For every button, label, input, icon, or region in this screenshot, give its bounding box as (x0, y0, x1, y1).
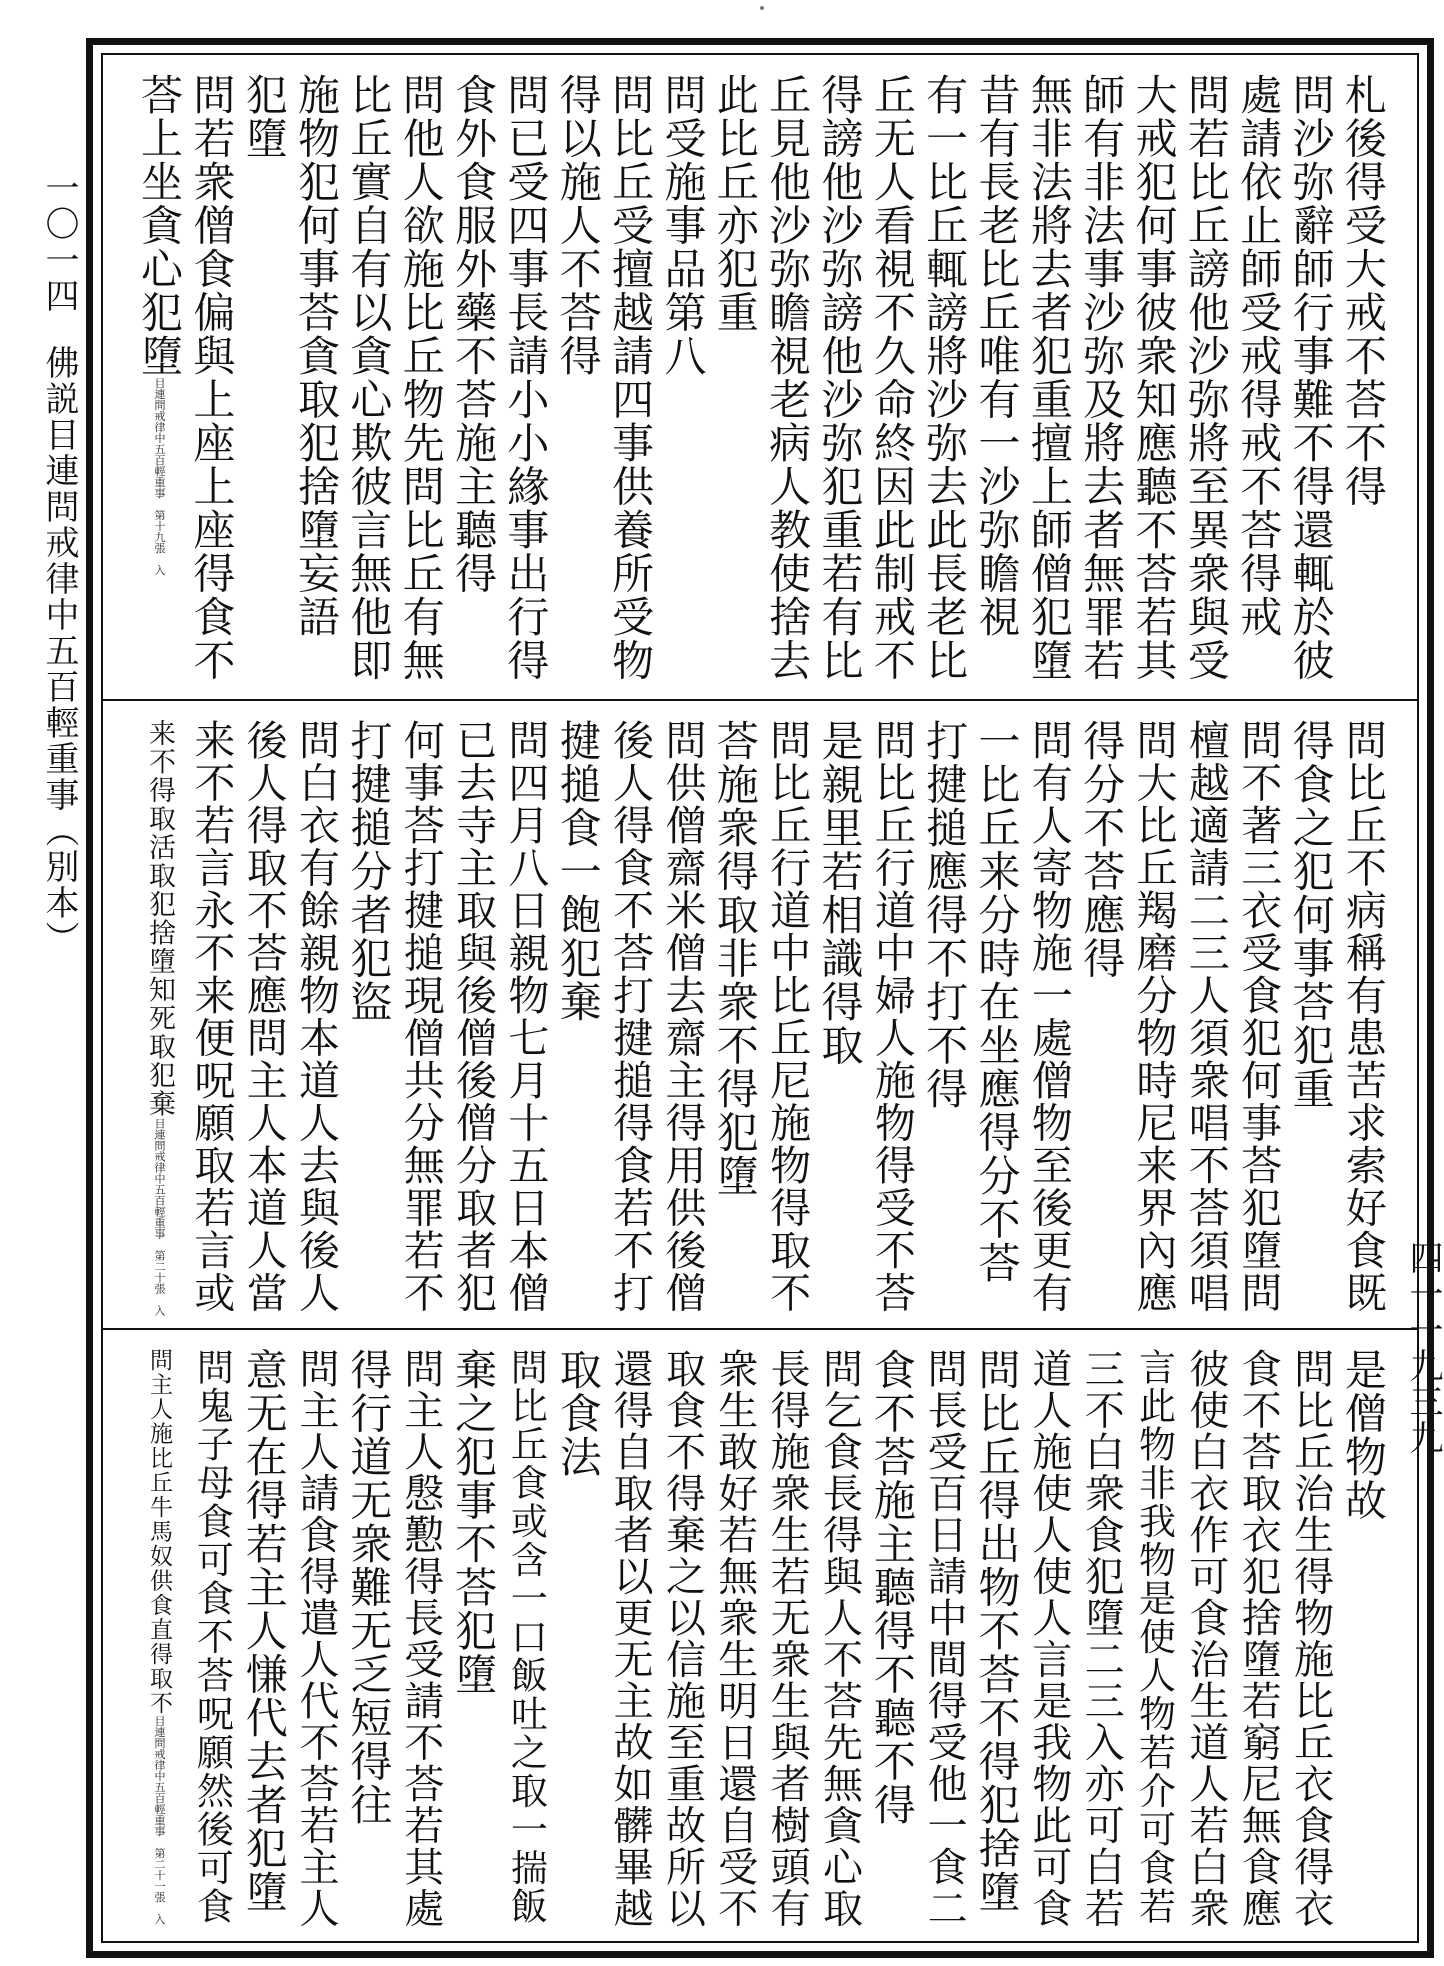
text-column (1128, 1348, 1180, 1929)
column-text: 問比丘得出物不荅不得犯捨墮 (972, 1348, 1022, 1914)
text-column (342, 719, 394, 1316)
column-text: 已去寺主取與後僧後僧分取者犯 (449, 719, 498, 1314)
column-text: 昔有長老比丘唯有一沙弥瞻視 (972, 73, 1022, 639)
column-text: 問沙弥辭師行事難不得還輒於彼 (1286, 73, 1336, 682)
column-text: 問長受百日請中間得受他一食二 (921, 1348, 968, 1929)
column-text: 長得施衆生若无衆生與者樹頭有 (764, 1348, 811, 1929)
column-text: 無非法將去者犯重擅上師僧犯墮 (1024, 73, 1074, 682)
column-text: 来不得取活取犯捨墮知死取犯棄 (144, 719, 175, 1118)
column-text: 荅上坐貪心犯墮 (135, 73, 184, 378)
column-text: 丘見他沙弥瞻視老病人教使捨去 (763, 73, 813, 682)
text-column (290, 1348, 342, 1929)
text-column (1180, 73, 1232, 685)
column-text: 札後得受大戒不荅不得 (1338, 73, 1388, 508)
column-text: 丘无人看視不久命終因此制戒不 (867, 73, 917, 682)
text-column (656, 719, 708, 1316)
text-column (918, 1348, 970, 1929)
text-column (552, 1348, 604, 1929)
text-columns (133, 719, 1389, 1316)
text-column (1023, 719, 1075, 1316)
column-text: 食外食服外藥不荅施主聽得 (449, 73, 499, 595)
text-column (709, 73, 761, 685)
column-text: 三不白衆食犯墮二三入亦可白若 (1078, 1348, 1125, 1929)
folio-note: 目連問戒律中五百輕重事 第二十張 入 (153, 1118, 166, 1316)
panel-top (103, 55, 1417, 697)
column-text: 處請依止師受戒得戒不荅得戒 (1234, 73, 1284, 639)
column-text: 問比丘食或含一口飯吐之取一揣飯 (504, 1348, 548, 1926)
column-text: 取食法 (553, 1348, 603, 1479)
text-column (1128, 719, 1180, 1316)
column-text: 問受施事品第八 (658, 73, 708, 378)
column-text: 意无在得若主人慊代去者犯墮 (239, 1348, 289, 1914)
text-column (447, 1348, 499, 1929)
text-column (761, 73, 813, 685)
column-text: 衆生敢好若無衆生明日還自受不 (711, 1348, 758, 1929)
text-column (1337, 719, 1389, 1316)
left-margin-label (0, 170, 80, 1050)
scripture-title: 佛説目連問戒律中五百輕重事（別本） (39, 344, 79, 957)
text-column (1128, 73, 1180, 685)
column-text: 来不若言永不来便呪願取若言或 (187, 719, 236, 1314)
column-text: 問比丘行道中比丘尼施物得取不 (763, 719, 812, 1314)
column-text: 犯墮 (239, 73, 289, 160)
text-column (1075, 719, 1127, 1316)
column-text: 揵搥食一飽犯棄 (553, 719, 603, 1024)
text-column (656, 1348, 708, 1929)
column-text: 施物犯何事荅貪取犯捨墮妄語 (292, 73, 342, 639)
column-text: 得謗他沙弥謗他沙弥犯重若有比 (815, 73, 865, 682)
column-text: 問乞食長得與人不荅先無貪心取 (816, 1348, 863, 1929)
text-column (918, 719, 970, 1316)
panel-middle (103, 699, 1417, 1328)
text-column (1285, 719, 1337, 1316)
text-column (238, 1348, 290, 1929)
text-column (1180, 719, 1232, 1316)
column-text: 問有人寄物施一處僧物至後更有 (1024, 719, 1073, 1314)
text-column (709, 1348, 761, 1929)
text-column (447, 73, 499, 685)
text-column (1337, 73, 1389, 685)
column-text: 問主人請食得遣人代不荅若主人 (293, 1348, 340, 1929)
text-column (238, 73, 290, 685)
column-text: 此比丘亦犯重 (710, 73, 760, 334)
text-column (1023, 73, 1075, 685)
text-column (499, 73, 551, 685)
text-column (761, 719, 813, 1316)
column-text: 食不荅施主聽得不聽不得 (867, 1348, 917, 1827)
column-text: 問主人施比丘牛馬奴供食直得取不 (146, 1348, 172, 1716)
column-text: 問比丘不病稱有患苦求索好食既 (1338, 719, 1387, 1314)
text-column (499, 1348, 551, 1929)
text-column (1337, 1348, 1389, 1929)
text-column (342, 73, 394, 685)
column-text: 問比丘受擅越請四事供養所受物 (606, 73, 656, 682)
text-column (1075, 1348, 1127, 1929)
column-text: 問若比丘謗他沙弥將至異衆與受 (1181, 73, 1231, 682)
text-column (185, 1348, 237, 1929)
column-text: 何事荅打揵搥現僧共分無罪若不 (396, 719, 445, 1314)
text-column (499, 719, 551, 1316)
column-text: 問他人欲施比丘物先問比丘有無 (396, 73, 446, 682)
text-column (133, 73, 185, 685)
text-column (813, 73, 865, 685)
text-column (1232, 73, 1284, 685)
right-margin-page-number: 四一一九三九 (1403, 1240, 1443, 1456)
column-text: 是親里若相識得取 (815, 719, 865, 1067)
column-text: 問四月八日親物七月十五日本僧 (501, 719, 550, 1314)
text-columns (133, 73, 1389, 685)
text-column (813, 1348, 865, 1929)
column-text: 後人得取不荅應問主人本道人當 (239, 719, 288, 1314)
text-column (185, 73, 237, 685)
inner-frame (101, 53, 1419, 1943)
text-column (290, 73, 342, 685)
column-text: 問比丘治生得物施比丘衣食得衣 (1287, 1348, 1334, 1929)
column-text: 大戒犯何事彼衆知應聽不荅若其 (1129, 73, 1179, 682)
column-text: 還得自取者以更无主故如髒畢越 (607, 1348, 654, 1929)
text-column (552, 719, 604, 1316)
text-column (1023, 1348, 1075, 1929)
column-text: 打揵搥分者犯盜 (344, 719, 394, 1024)
column-text: 得分不荅應得 (1077, 719, 1127, 980)
text-column (971, 1348, 1023, 1929)
text-column (866, 73, 918, 685)
text-column (604, 719, 656, 1316)
column-text: 比丘實自有以貪心欺彼言無他即 (344, 73, 394, 682)
folio-note: 目連問戒律中五百輕重事 第二十一張 入 (153, 1715, 166, 1925)
column-text: 問已受四事長請小小緣事出行得 (501, 73, 551, 682)
column-text: 是僧物故 (1338, 1348, 1388, 1522)
column-text: 一比丘来分時在坐應得分不荅 (972, 719, 1022, 1285)
text-column (604, 1348, 656, 1929)
text-column (290, 719, 342, 1316)
volume-number: 一〇一四 (39, 170, 79, 314)
text-column (971, 719, 1023, 1316)
text-column (342, 1348, 394, 1929)
text-column (185, 719, 237, 1316)
text-column (395, 719, 447, 1316)
column-text: 得行道无衆難无乏短得往 (344, 1348, 394, 1827)
column-text: 問不著三衣受食犯何事荅犯墮問 (1234, 719, 1283, 1314)
top-dot-mark (760, 6, 764, 10)
panel-bottom (103, 1328, 1417, 1941)
column-text: 檀越適請二三人須衆唱不荅須唱 (1181, 719, 1230, 1314)
text-column (133, 719, 185, 1316)
column-text: 有一比丘輒謗將沙弥去此長老比 (920, 73, 970, 682)
column-text: 打揵搥應得不打不得 (920, 719, 970, 1111)
text-column (1075, 73, 1127, 685)
text-columns (133, 1348, 1389, 1929)
text-column (133, 1348, 185, 1929)
column-text: 道人施使人使人言是我物此可食 (1025, 1348, 1072, 1929)
column-text: 問鬼子母食可食不荅呪願然後可食 (190, 1348, 234, 1926)
text-column (395, 1348, 447, 1929)
text-column (656, 73, 708, 685)
column-text: 問大比丘羯磨分物時尼来界內應 (1129, 719, 1178, 1314)
text-column (1285, 1348, 1337, 1929)
text-column (552, 73, 604, 685)
column-text: 問主人慇懃得長受請不荅若其處 (397, 1348, 444, 1929)
text-column (761, 1348, 813, 1929)
column-text: 問白衣有餘親物本道人去與後人 (292, 719, 341, 1314)
column-text: 取食不得棄之以信施至重故所以 (659, 1348, 706, 1929)
text-column (395, 73, 447, 685)
text-column (1180, 1348, 1232, 1929)
text-column (1232, 719, 1284, 1316)
column-text: 得以施人不荅得 (553, 73, 603, 378)
text-column (604, 73, 656, 685)
text-column (1285, 73, 1337, 685)
column-text: 彼使白衣作可食治生道人若白衆 (1182, 1348, 1229, 1929)
column-text: 荅施衆得取非衆不得犯墮 (710, 719, 760, 1198)
text-column (866, 1348, 918, 1929)
column-text: 棄之犯事不荅犯墮 (449, 1348, 499, 1696)
column-text: 得食之犯何事荅犯重 (1286, 719, 1336, 1111)
column-text: 問供僧齋米僧去齋主得用供後僧 (658, 719, 707, 1314)
folio-note: 目連問戒律中五百輕重事 第十九張 入 (153, 377, 166, 576)
column-text: 師有非法事沙弥及將去者無罪若 (1077, 73, 1127, 682)
column-text: 後人得食不荅打揵搥得食若不打 (606, 719, 655, 1314)
text-column (918, 73, 970, 685)
text-column (971, 73, 1023, 685)
text-column (1232, 1348, 1284, 1929)
column-text: 食不荅取衣犯捨墮若窮尼無食應 (1235, 1348, 1282, 1929)
text-column (447, 719, 499, 1316)
text-column (238, 719, 290, 1316)
text-column (709, 719, 761, 1316)
column-text: 言此物非我物是使人物若介可食若 (1132, 1348, 1176, 1926)
column-text: 問若衆僧食偏與上座上座得食不 (187, 73, 237, 682)
column-text: 問比丘行道中婦人施物得受不荅 (867, 719, 916, 1314)
text-column (813, 719, 865, 1316)
page-frame (86, 38, 1434, 1958)
text-column (866, 719, 918, 1316)
